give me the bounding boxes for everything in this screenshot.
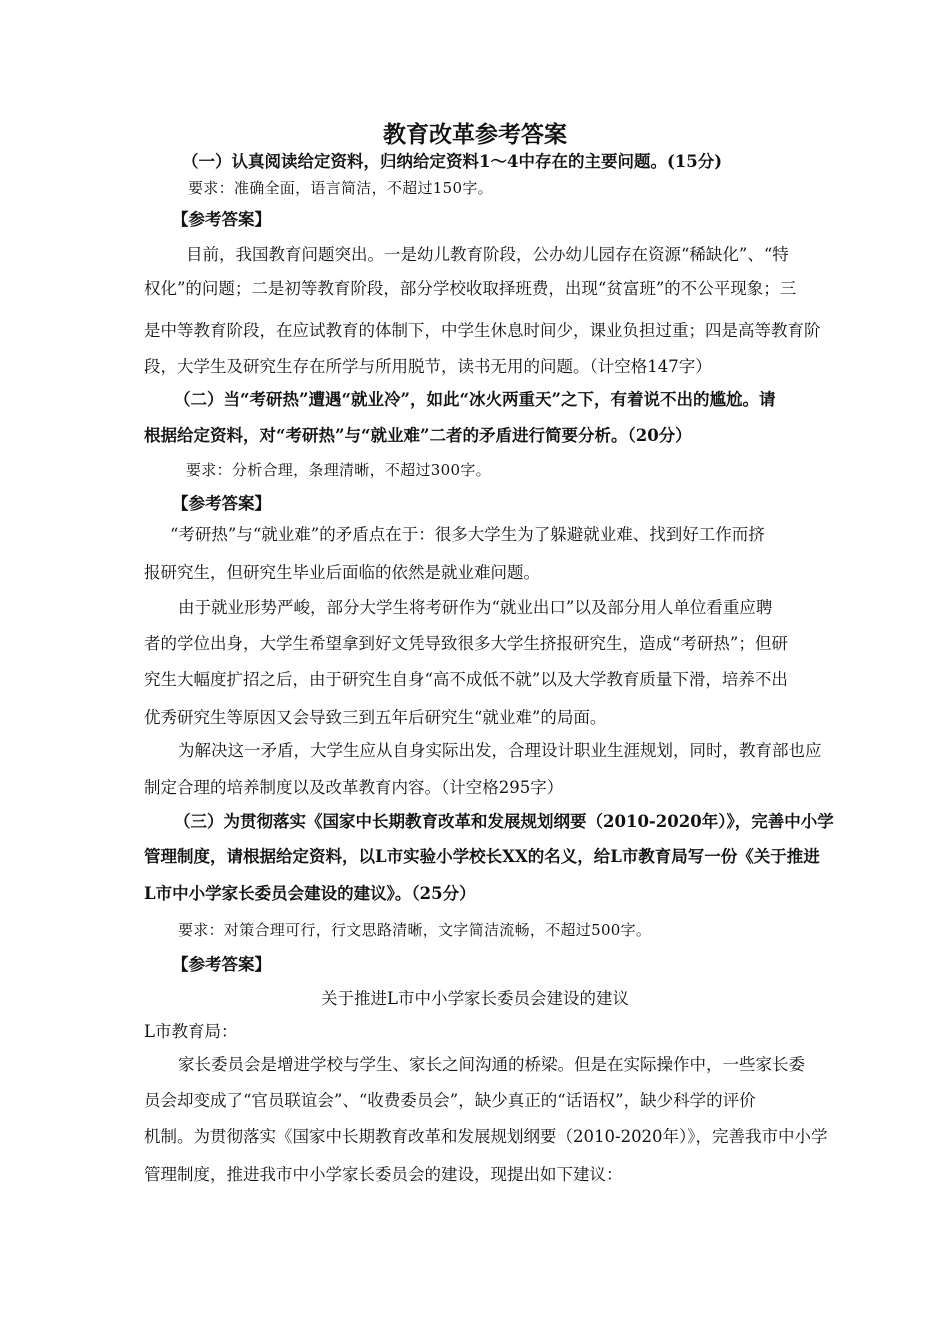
q2-answer-line: 者的学位出身，大学生希望拿到好文凭导致很多大学生挤报研究生，造成“考研热”；但研: [144, 634, 788, 653]
q1-answer-line: 权化”的问题；二是初等教育阶段，部分学校收取择班费，出现“贫富班”的不公平现象；三: [144, 279, 797, 298]
letter-salutation: L市教育局：: [144, 1022, 238, 1041]
q3-requirement: 要求：对策合理可行，行文思路清晰，文字简洁流畅，不超过500字。: [178, 921, 652, 939]
q2-answer-line: 由于就业形势严峻，部分大学生将考研作为“就业出口”以及部分用人单位看重应聘: [178, 598, 773, 617]
q2-question-line: 根据给定资料，对“考研热”与“就业难”二者的矛盾进行简要分析。（20分）: [144, 426, 692, 445]
letter-body-line: 家长委员会是增进学校与学生、家长之间沟通的桥梁。但是在实际操作中，一些家长委: [178, 1055, 805, 1074]
q1-answer-line: 目前，我国教育问题突出。一是幼儿教育阶段，公办幼儿园存在资源“稀缺化”、“特: [186, 245, 789, 264]
letter-title: 关于推进L市中小学家长委员会建设的建议: [321, 989, 629, 1008]
q3-answer-label: 【参考答案】: [172, 955, 271, 974]
q2-answer-line: 优秀研究生等原因又会导致三到五年后研究生“就业难”的局面。: [144, 708, 607, 727]
letter-body-line: 管理制度，推进我市中小学家长委员会的建设，现提出如下建议：: [144, 1165, 623, 1184]
letter-body-line: 机制。为贯彻落实《国家中长期教育改革和发展规划纲要（2010-2020年）》，完善我市中小学: [144, 1127, 828, 1146]
q2-answer-label: 【参考答案】: [172, 494, 271, 513]
document-title: 教育改革参考答案: [383, 121, 567, 148]
q1-requirement: 要求：准确全面，语言简洁，不超过150字。: [188, 179, 493, 197]
q2-answer-line: 究生大幅度扩招之后，由于研究生自身“高不成低不就”以及大学教育质量下滑，培养不出: [144, 670, 788, 689]
q1-answer-line: 是中等教育阶段，在应试教育的体制下，中学生休息时间少，课业负担过重；四是高等教育阶: [144, 321, 821, 340]
q2-answer-line: 为解决这一矛盾，大学生应从自身实际出发，合理设计职业生涯规划，同时，教育部也应: [178, 741, 822, 760]
q3-question-line: L市中小学家长委员会建设的建议》。（25分）: [144, 884, 476, 903]
letter-body-line: 员会却变成了“官员联谊会”、“收费委员会”，缺少真正的“话语权”，缺少科学的评价: [144, 1091, 756, 1110]
q1-answer-label: 【参考答案】: [172, 210, 271, 229]
q2-requirement: 要求：分析合理，条理清晰，不超过300字。: [186, 461, 491, 479]
q3-question-line: 管理制度，请根据给定资料，以L市实验小学校长XX的名义，给L市教育局写一份《关于推进: [144, 847, 820, 866]
q2-answer-line: “考研热”与“就业难”的矛盾点在于：很多大学生为了躲避就业难、找到好工作而挤: [170, 525, 765, 544]
q2-answer-line: 报研究生，但研究生毕业后面临的依然是就业难问题。: [144, 563, 540, 582]
q2-answer-line: 制定合理的培养制度以及改革教育内容。（计空格295字）: [144, 778, 564, 797]
q1-answer-line: 段，大学生及研究生存在所学与所用脱节，读书无用的问题。（计空格147字）: [144, 357, 712, 376]
q1-question: （一）认真阅读给定资料，归纳给定资料1～4中存在的主要问题。(15分): [182, 152, 723, 171]
q3-question-line: （三）为贯彻落实《国家中长期教育改革和发展规划纲要（2010-2020年）》，完善中小学: [174, 812, 834, 831]
q2-question-line: （二）当“考研热”遭遇“就业冷”，如此“冰火两重天”之下，有着说不出的尴尬。请: [174, 390, 776, 409]
